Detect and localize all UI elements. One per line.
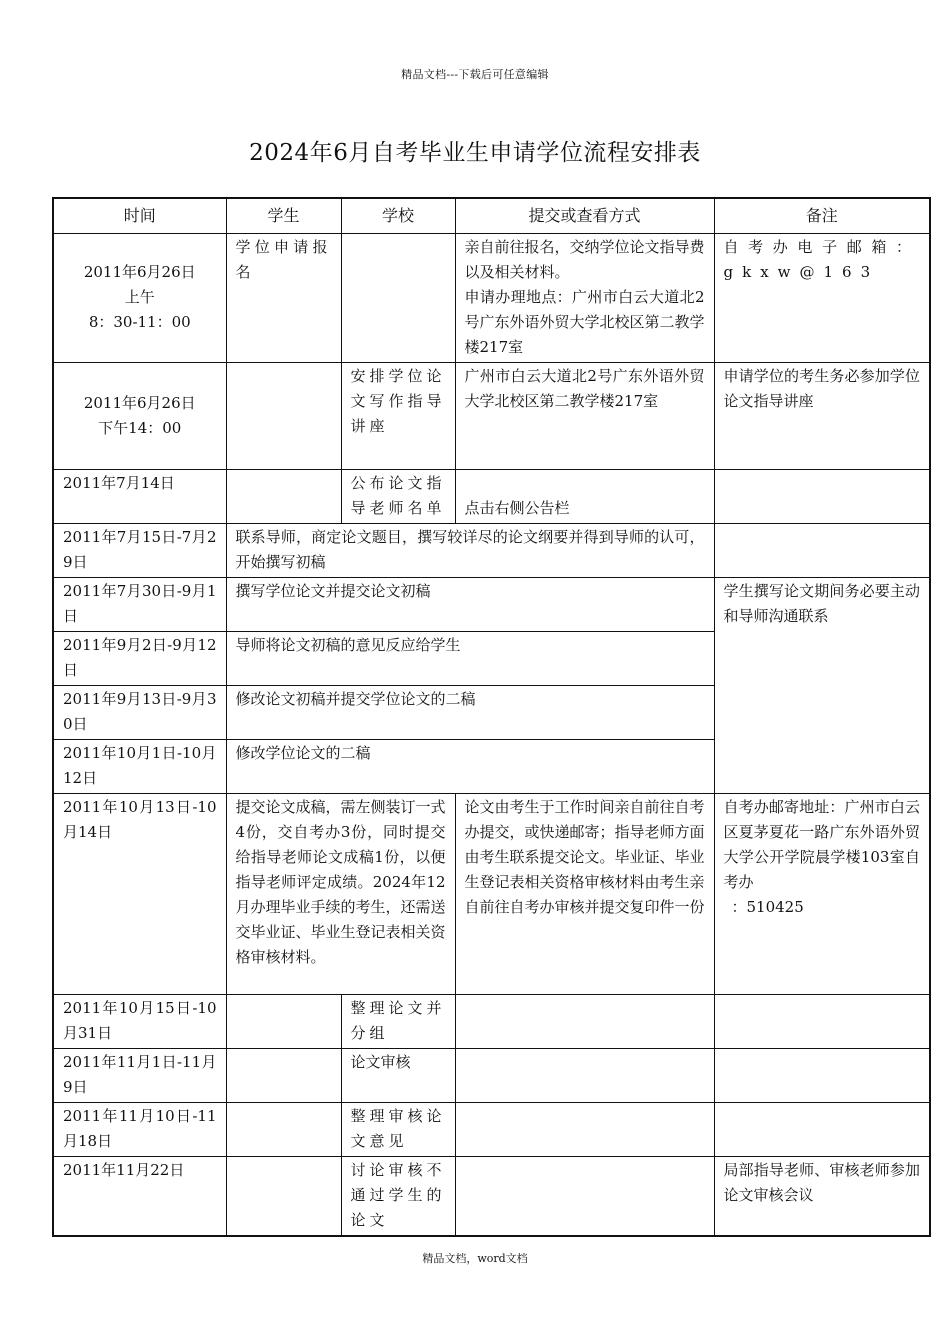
time-cell: 2011年9月2日-9月12日	[53, 632, 226, 686]
student-cell: 学位申请报名	[226, 234, 341, 363]
time-line: 2011年6月26日	[83, 263, 196, 281]
activity-cell: 修改论文初稿并提交学位论文的二稿	[226, 686, 714, 740]
activity-cell: 修改学位论文的二稿	[226, 740, 714, 794]
time-cell	[53, 234, 226, 363]
school-cell: 安排学位论文写作指导讲座	[341, 363, 455, 470]
table-header-row	[53, 198, 930, 234]
student-cell	[226, 363, 341, 470]
table-row	[53, 1103, 930, 1157]
school-cell: 整理审核论文意见	[341, 1103, 455, 1157]
note-cell	[714, 794, 930, 995]
school-cell: 讨论审核不通过学生的论文	[341, 1157, 455, 1237]
note-cell: 局部指导老师、审核老师参加论文审核会议	[714, 1157, 930, 1237]
school-cell: 公布论文指导老师名单	[341, 470, 455, 524]
document-title: 2024年6月自考毕业生申请学位流程安排表	[249, 140, 701, 166]
activity-cell: 导师将论文初稿的意见反应给学生	[226, 632, 714, 686]
method-cell	[455, 995, 714, 1049]
note-cell: 自考办电子邮箱：gkxw@163	[714, 234, 930, 363]
note-cell	[714, 1049, 930, 1103]
method-cell: 广州市白云大道北2号广东外语外贸大学北校区第二教学楼217室	[455, 363, 714, 470]
column-header-method: 提交或查看方式	[455, 198, 714, 234]
column-header-school: 学校	[341, 198, 455, 234]
time-line: 8：30-11：00	[88, 313, 191, 331]
time-cell: 2011年10月15日-10月31日	[53, 995, 226, 1049]
table-row	[53, 470, 930, 524]
note-line: ：510425	[731, 898, 804, 916]
time-line: 上午	[124, 288, 155, 306]
activity-cell: 提交论文成稿，需左侧装订一式4份，交自考办3份，同时提交给指导老师论文成稿1份，以便指导老师评定成绩。2024年12月办理毕业手续的考生，还需送交毕业证、毕业生登记表相关资格审核材料。	[226, 794, 455, 995]
student-cell	[226, 1103, 341, 1157]
time-cell: 2011年10月13日-10月14日	[53, 794, 226, 995]
time-cell: 2011年11月22日	[53, 1157, 226, 1237]
school-cell: 整理论文并分组	[341, 995, 455, 1049]
table-row	[53, 234, 930, 363]
activity-cell: 联系导师，商定论文题目，撰写较详尽的论文纲要并得到导师的认可，开始撰写初稿	[226, 524, 714, 578]
page-footer: 精品文档，word文档	[422, 1252, 528, 1265]
note-cell: 学生撰写论文期间务必要主动和导师沟通联系	[714, 578, 930, 794]
page-header: 精品文档---下载后可任意编辑	[401, 68, 549, 81]
note-cell	[714, 995, 930, 1049]
time-cell: 2011年7月14日	[53, 470, 226, 524]
time-cell: 2011年9月13日-9月30日	[53, 686, 226, 740]
time-line: 2011年6月26日	[83, 393, 196, 412]
column-header-time: 时间	[53, 198, 226, 234]
student-cell	[226, 995, 341, 1049]
note-cell	[714, 524, 930, 578]
note-cell	[714, 470, 930, 524]
method-line: 申请办理地点：广州市白云大道北2号广东外语外贸大学北校区第二教学楼217室	[464, 288, 705, 356]
student-cell	[226, 1157, 341, 1237]
method-cell	[455, 1049, 714, 1103]
activity-cell: 撰写学位论文并提交论文初稿	[226, 578, 714, 632]
school-cell: 论文审核	[341, 1049, 455, 1103]
table-row	[53, 524, 930, 578]
method-line: 亲自前往报名，交纳学位论文指导费以及相关材料。	[464, 238, 705, 281]
school-cell	[341, 234, 455, 363]
note-cell	[714, 1103, 930, 1157]
time-cell	[53, 363, 226, 470]
time-cell: 2011年7月15日-7月29日	[53, 524, 226, 578]
time-cell: 2011年11月1日-11月9日	[53, 1049, 226, 1103]
student-cell	[226, 1049, 341, 1103]
table-row	[53, 1049, 930, 1103]
table-row	[53, 794, 930, 995]
method-cell: 论文由考生于工作时间亲自前往自考办提交，或快递邮寄；指导老师方面由考生联系提交论文。毕业证、毕业生登记表相关资格审核材料由考生亲自前往自考办审核并提交复印件一份	[455, 794, 714, 995]
method-cell	[455, 1103, 714, 1157]
table-row	[53, 363, 930, 470]
note-line: 自考办邮寄地址：广州市白云区夏茅夏花一路广东外语外贸大学公开学院晨学楼103室自考办	[723, 798, 920, 891]
note-cell: 申请学位的考生务必参加学位论文指导讲座	[714, 363, 930, 470]
column-header-student: 学生	[226, 198, 341, 234]
time-cell: 2011年10月1日-10月12日	[53, 740, 226, 794]
student-cell	[226, 470, 341, 524]
time-cell: 2011年7月30日-9月1日	[53, 578, 226, 632]
schedule-table	[52, 197, 931, 1237]
table-row	[53, 1157, 930, 1237]
method-cell	[455, 234, 714, 363]
column-header-note: 备注	[714, 198, 930, 234]
method-cell	[455, 1157, 714, 1237]
method-cell: 点击右侧公告栏	[455, 470, 714, 524]
time-cell: 2011年11月10日-11月18日	[53, 1103, 226, 1157]
table-row	[53, 578, 930, 632]
table-row	[53, 995, 930, 1049]
time-line: 下午14：00	[98, 418, 182, 437]
